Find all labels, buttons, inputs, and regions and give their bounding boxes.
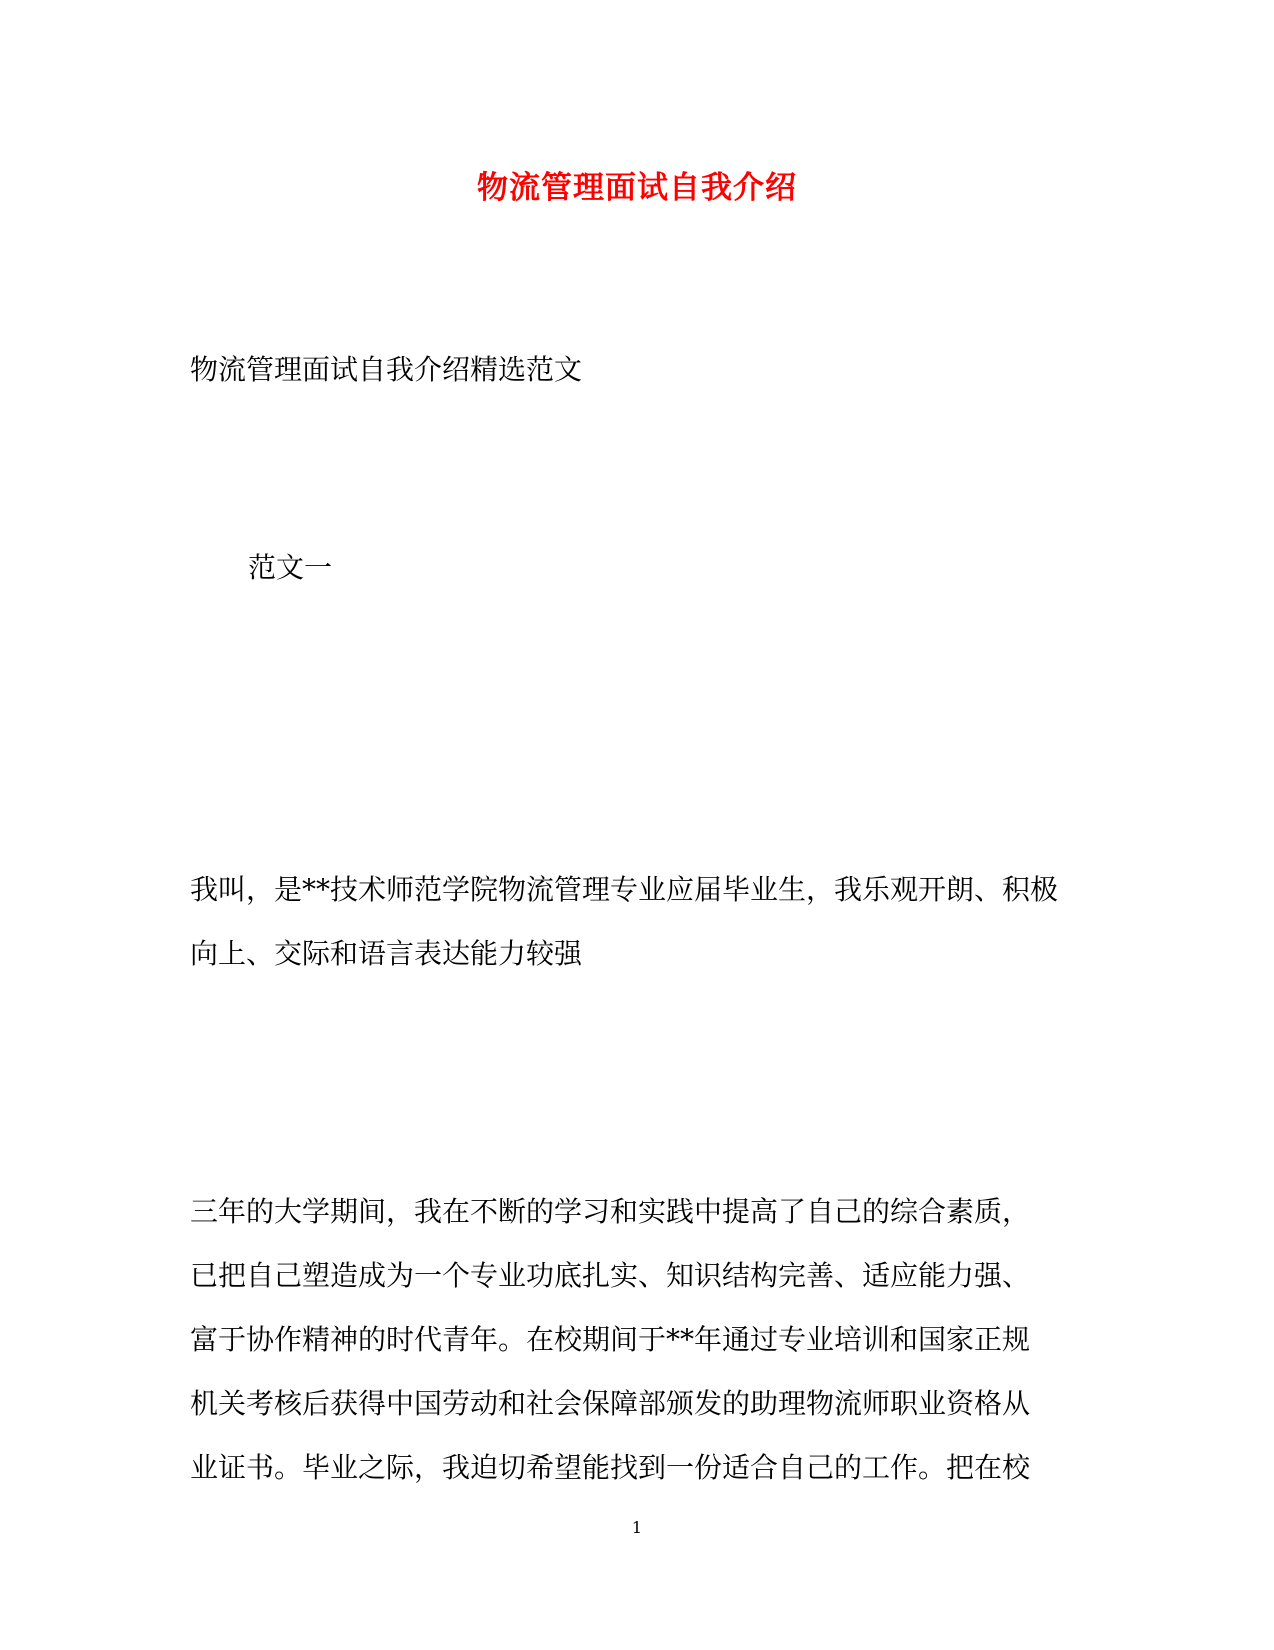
document-title: 物流管理面试自我介绍 bbox=[477, 170, 797, 206]
paragraph-line: 向上、交际和语言表达能力较强 bbox=[190, 937, 583, 970]
paragraph-line: 富于协作精神的时代青年。在校期间于**年通过专业培训和国家正规 bbox=[190, 1323, 1031, 1356]
paragraph-line: 已把自己塑造成为一个专业功底扎实、知识结构完善、适应能力强、 bbox=[190, 1259, 1031, 1292]
paragraph-line: 业证书。毕业之际，我迫切希望能找到一份适合自己的工作。把在校 bbox=[190, 1451, 1031, 1484]
paragraph-line: 机关考核后获得中国劳动和社会保障部颁发的助理物流师职业资格从 bbox=[190, 1387, 1031, 1420]
section-label: 范文一 bbox=[248, 551, 333, 584]
paragraph-line: 我叫，是**技术师范学院物流管理专业应届毕业生，我乐观开朗、积极 bbox=[190, 873, 1059, 906]
document-subtitle: 物流管理面试自我介绍精选范文 bbox=[190, 353, 583, 386]
page-number: 1 bbox=[631, 1518, 643, 1537]
paragraph-line: 三年的大学期间，我在不断的学习和实践中提高了自己的综合素质， bbox=[190, 1195, 1031, 1228]
